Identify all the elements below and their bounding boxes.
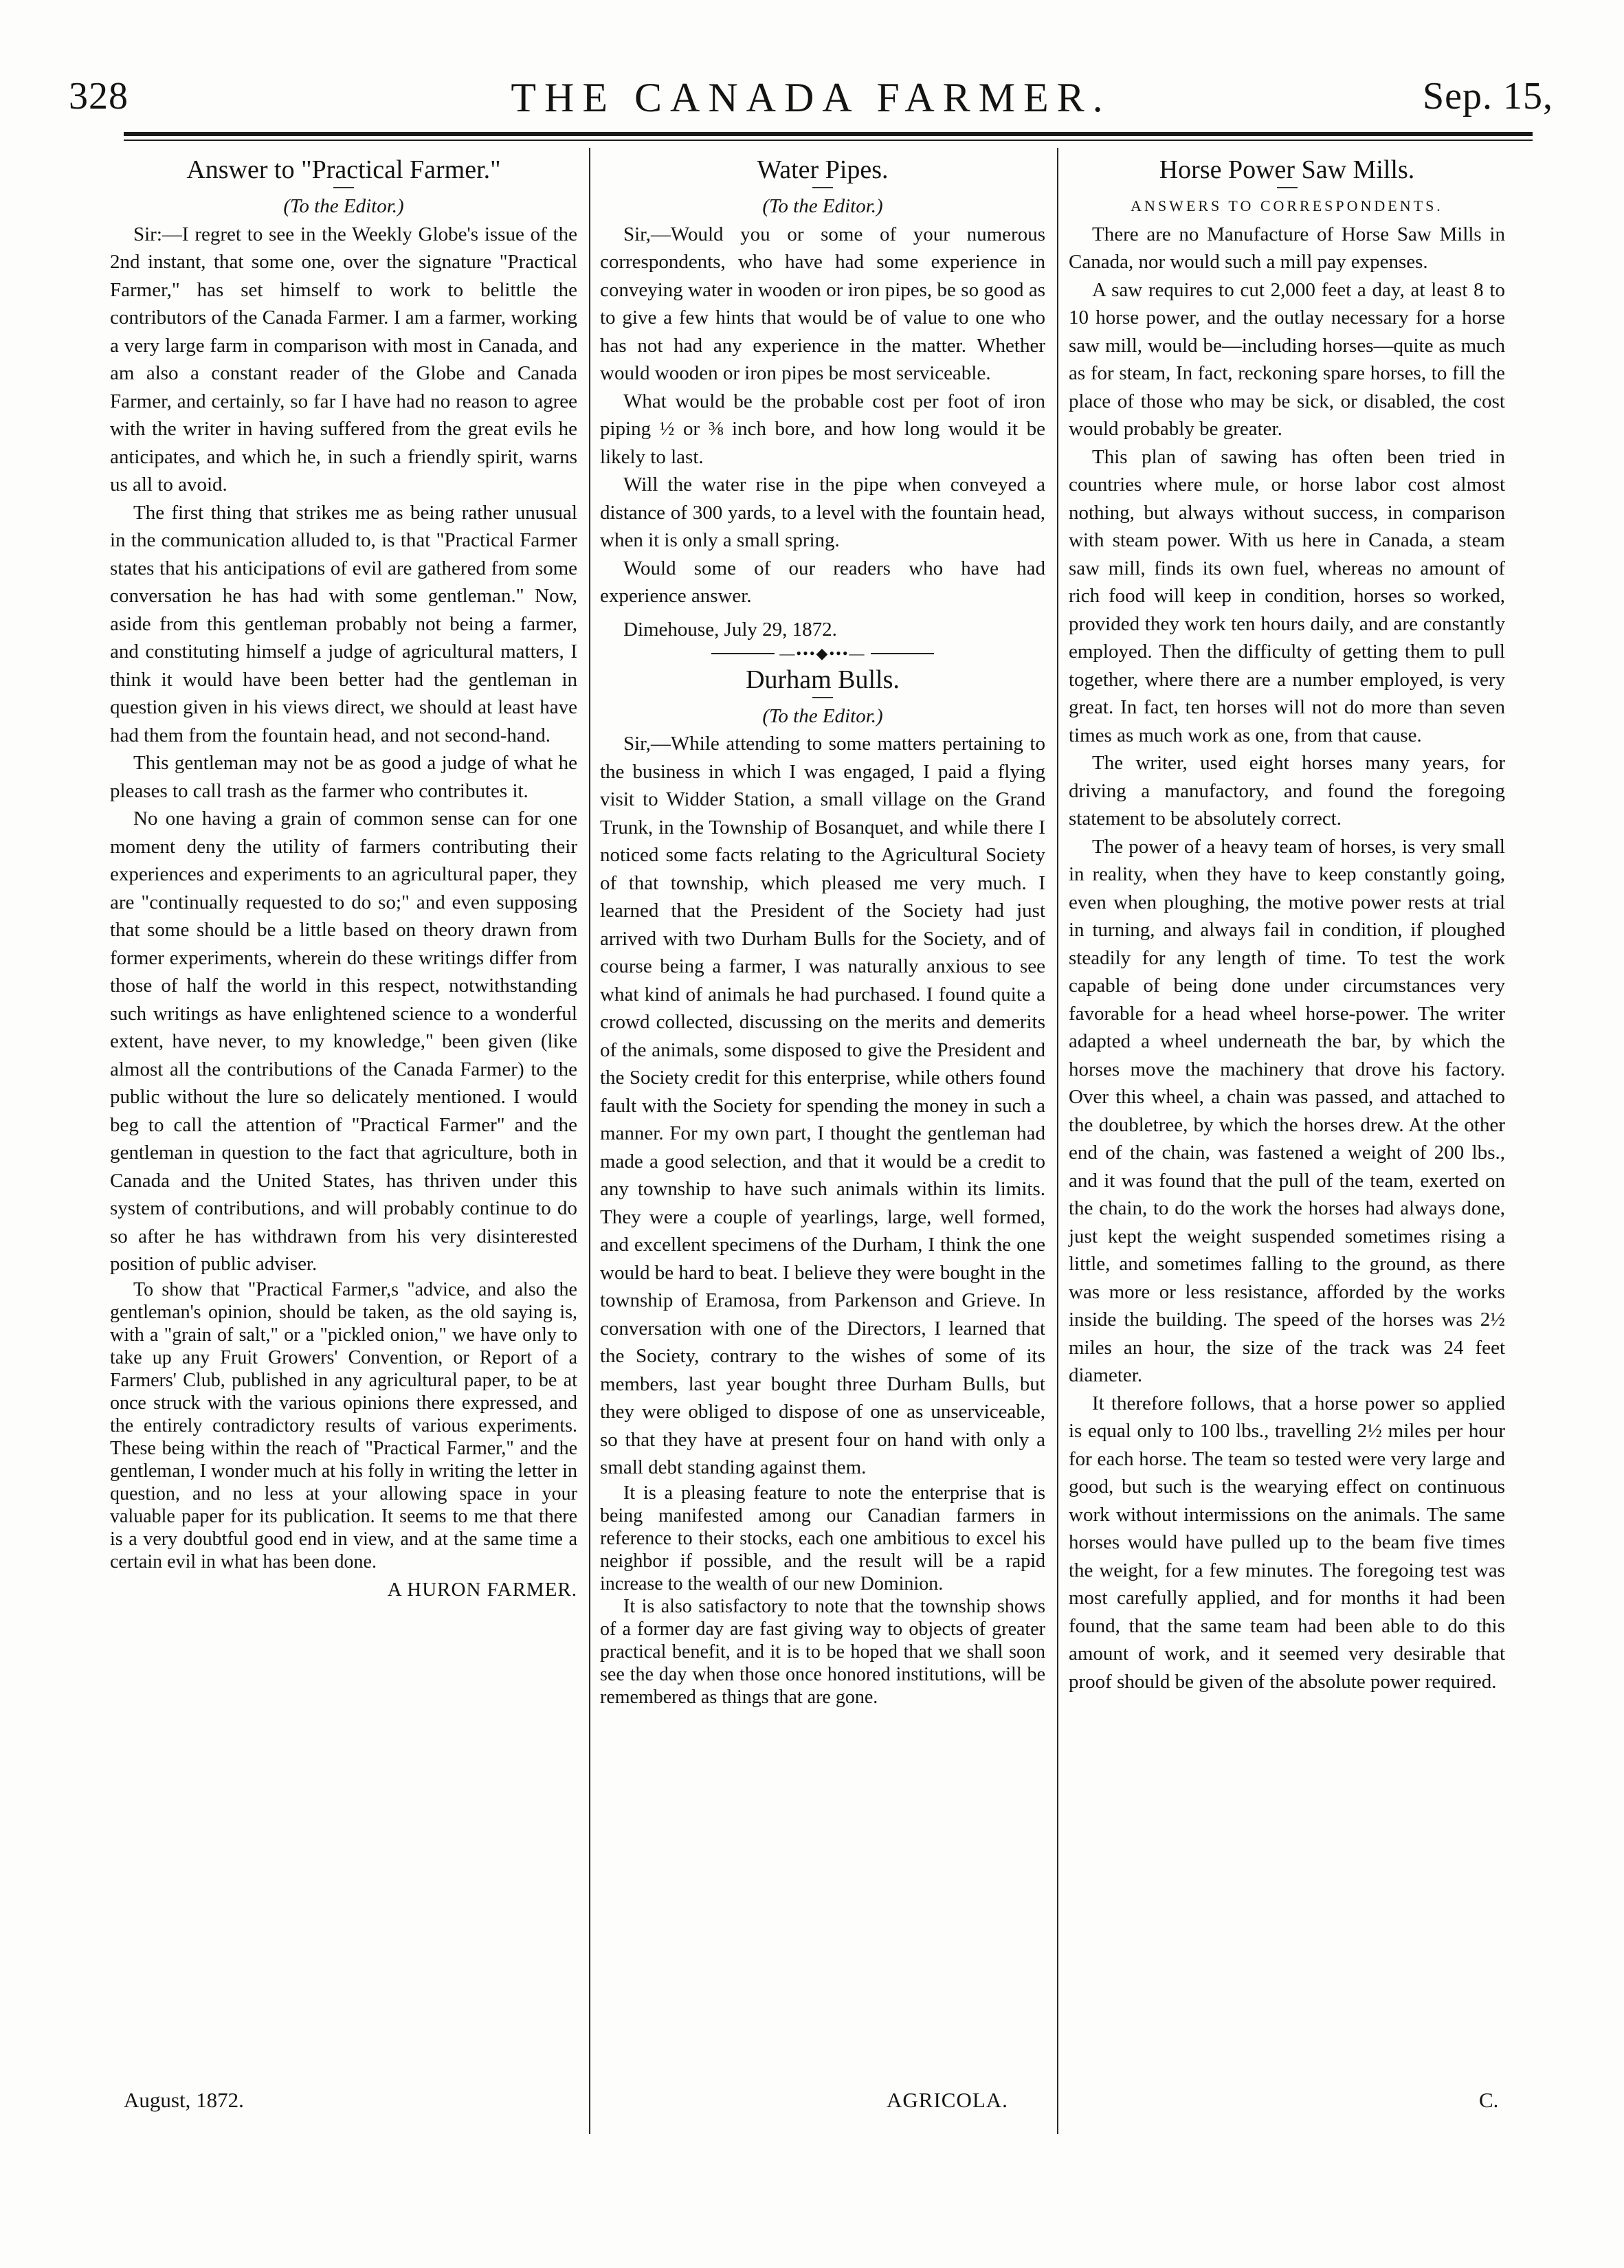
headline-bar bbox=[333, 187, 354, 188]
paragraph: Will the water rise in the pipe when conveyed a distance of 300 yards, to a level with the fountain head, when it is only a small spring. bbox=[600, 474, 1045, 551]
section-ornament bbox=[600, 643, 1045, 663]
column-horse-power-saw-mills bbox=[1069, 153, 1505, 1696]
article-subhead: ANSWERS TO CORRESPONDENTS. bbox=[1131, 197, 1443, 214]
masthead bbox=[69, 74, 1553, 137]
column-divider bbox=[1057, 148, 1058, 2134]
small-print-block bbox=[110, 1278, 577, 1573]
ornament-line bbox=[711, 653, 775, 654]
signature: C. bbox=[1479, 2088, 1499, 2112]
dateline: August, 1872. bbox=[124, 2088, 244, 2112]
paragraph: To show that "Practical Farmer,s "advice, and also the gentleman's opinion, should be taken, as the old saying is, with a "grain of salt," or a "pickled onion," we have only to take up any Fruit Growers' Convention, or Report of a Farmers' Club, published in any agricultural paper, to be at once struck with the various opinions there expressed, and the entirely contradictory results of various experiments. These being within the reach of "Practical Farmer," and the gentleman, I wonder much at his folly in writing the letter in question, and no less at your allowing space in your valuable paper for its publication. It seems to me that there is a very doubtful good end in view, and at the same time a certain evil in what has been done. bbox=[110, 1278, 577, 1572]
paragraph: The first thing that strikes me as being rather unusual in the communication alluded to, is that "Practical Farmer states that his anticipations of evil are gathered from some conversation he has had with some gentleman." Now, aside from this gentleman probably not being a farmer, and constituting himself a judge of agricultural matters, I think it would have been better had the gentleman in question given in his views direct, we should at least have had them from the fountain head, and not second-hand. bbox=[110, 501, 577, 746]
paragraph: Would some of our readers who have had experience answer. bbox=[600, 557, 1045, 607]
column-water-pipes-durham-bulls bbox=[600, 153, 1045, 1709]
paragraph: Sir,—Would you or some of your numerous correspondents, who have had some experience in conveying water in wooden or iron pipes, be so good as to give a few hints that would be of value to one who has not had any experience in the matter. Whether would wooden or iron pipes be most serviceable. bbox=[600, 223, 1045, 384]
paragraph: A saw requires to cut 2,000 feet a day, at least 8 to 10 horse power, and the outlay necessary for a horse saw mill, would be—including horses—quite as much as for steam, In fact, reckoning spare horses, to fill the place of those who may be sick, or disabled, the cost would probably be greater. bbox=[1069, 278, 1505, 440]
article-headline: Horse Power Saw Mills. bbox=[1159, 155, 1415, 184]
dateline: Dimehouse, July 29, 1872. bbox=[623, 618, 837, 641]
small-print-block bbox=[600, 1482, 1045, 1709]
editor-note: (To the Editor.) bbox=[283, 195, 404, 217]
signature: AGRICOLA. bbox=[887, 2088, 1008, 2112]
headline-bar bbox=[812, 187, 833, 188]
paragraph: This plan of sawing has often been tried in countries where mule, or horse labor cost almost nothing, but always without success, in comparison with steam power. With us here in Canada, a steam saw mill, finds its own fuel, whereas no amount of rich food will keep in condition, horses so worked, provided they work ten hours daily, and are constantly employed. Then the difficulty of getting them to pull together, where there are a number employed, is very great. In fact, ten horses will not do more than seven times as much work as one, from that cause. bbox=[1069, 445, 1505, 746]
issue-date: Sep. 15, bbox=[1423, 75, 1553, 118]
signature: A HURON FARMER. bbox=[387, 1578, 577, 1601]
paragraph: It is a pleasing feature to note the enterprise that is being manifested among our Canadian farmers in reference to their stocks, each one ambitious to excel his neighbor if possible, and the result will be a rapid increase to the wealth of our new Dominion. bbox=[600, 1482, 1045, 1594]
article-headline: Answer to "Practical Farmer." bbox=[186, 155, 501, 184]
ornament-glyph: —•••◆•••— bbox=[779, 644, 866, 662]
page-number: 328 bbox=[69, 75, 129, 118]
headline-bar bbox=[812, 697, 833, 698]
column-divider bbox=[589, 148, 590, 2134]
paragraph: What would be the probable cost per foot of iron piping ½ or ⅜ inch bore, and how long would it be likely to last. bbox=[600, 390, 1045, 468]
article-headline: Durham Bulls. bbox=[746, 665, 900, 694]
paragraph: No one having a grain of common sense can for one moment deny the utility of farmers contributing their experiences and experiments to an agricultural paper, they are "continually requested to do so;" and even supposing that some should be a little based on theory drawn from former experiments, wherein do these writings differ from those of half the world in this respect, notwithstanding such writings as have enlightened science to a wonderful extent, have never, to my knowledge," been given (like almost all the contributions of the Canada Farmer) to the public without the lure so delicately mentioned. I would beg to call the attention of "Practical Farmer" and the gentleman in question to the fact that agriculture, both in Canada and the United States, has thriven under this system of contributions, and will probably continue to do so after he has withdrawn from his very disinterested position of public adviser. bbox=[110, 808, 577, 1275]
paragraph: Sir,—While attending to some matters pertaining to the business in which I was engaged, I paid a flying visit to Widder Station, a small village on the Grand Trunk, in the Township of Bosanquet, and while there I noticed some facts relating to the Agricultural Society of that township, which pleased me very much. I learned that the President of the Society had just arrived with two Durham Bulls for the Society, and of course being a farmer, I was naturally anxious to see what kind of animals he had purchased. I found quite a crowd collected, discussing on the merits and demerits of the animals, some disposed to give the President and the Society credit for this enterprise, while others found fault with the Society for spending the money in such a manner. For my own part, I thought the gentleman had made a good selection, and that it would be a credit to any township to have such animals within its limits. They were a couple of yearlings, large, well formed, and excellent specimens of the Durham, I think the one would be hard to beat. I believe they were bought in the township of Eramosa, from Parkenson and Grieve. In conversation with one of the Directors, I learned that the Society, contrary to the wishes of some of its members, last year bought three Durham Bulls, but they were obliged to dispose of one as unserviceable, so that they have at present four on hand with only a small debt standing against them. bbox=[600, 733, 1045, 1479]
ornament-line bbox=[871, 653, 934, 654]
journal-title: THE CANADA FARMER. bbox=[511, 75, 1111, 120]
paragraph: It is also satisfactory to note that the township shows of a former day are fast giving way to objects of greater practical benefit, and it is to be hoped that we shall soon see the day when those once honored institutions, will be remembered as things that are gone. bbox=[600, 1595, 1045, 1708]
paragraph: Sir:—I regret to see in the Weekly Globe's issue of the 2nd instant, that some one, over the signature "Practical Farmer," has set himself to work to belittle the contributors of the Canada Farmer. I am a farmer, working a very large farm in comparison with most in Canada, and am also a constant reader of the Globe and Canada Farmer, and certainly, so far I have had no reason to agree with the writer in having suffered from the great evils he anticipates, and which he, in such a friendly spirit, warns us all to avoid. bbox=[110, 223, 577, 496]
signature-row bbox=[110, 1576, 577, 1606]
article-headline: Water Pipes. bbox=[757, 155, 889, 184]
paragraph: The writer, used eight horses many years, for driving a manufactory, and found the foregoing statement to be absolutely correct. bbox=[1069, 752, 1505, 830]
masthead-rule-thin bbox=[124, 140, 1533, 141]
paragraph: It therefore follows, that a horse power so applied is equal only to 100 lbs., travelling 2½ miles per hour for each horse. The team so tested were very large and good, but such is the wearying effect on continuous work without intermissions on the animals. The same horses would have pulled up to the beam five times the weight, for a few minutes. The foregoing test was most carefully applied, and for months it had been found, that the same team had been able to do this amount of work, and it seemed very desirable that proof should be given of the absolute power required. bbox=[1069, 1392, 1505, 1693]
editor-note: (To the Editor.) bbox=[762, 195, 883, 217]
column-answer-to-practical-farmer bbox=[110, 153, 577, 1606]
headline-bar bbox=[1277, 187, 1298, 188]
paragraph: This gentleman may not be as good a judge of what he pleases to call trash as the farmer who contributes it. bbox=[110, 752, 577, 802]
paragraph: There are no Manufacture of Horse Saw Mills in Canada, nor would such a mill pay expenses. bbox=[1069, 223, 1505, 273]
masthead-rule bbox=[124, 132, 1533, 136]
paragraph: The power of a heavy team of horses, is very small in reality, when they have to keep constantly going, even when ploughing, the motive power rests at trial in turning, and always fail in condition, if ploughed steadily for any length of time. To test the work capable of being done under circumstances very favorable for a head wheel horse-power. The writer adapted a wheel underneath the bar, by which the horses move the machinery that drove his factory. Over this wheel, a chain was passed, and attached to the doubletree, by which the horses drew. At the other end of the chain, was fastened a weight of 200 lbs., and it was found that the pull of the team, exerted on the chain, to do the work the horses had always done, just kept the weight suspended sometimes rising a little, and sometimes falling to the ground, as there was more or less resistance, afforded by the works inside the building. The speed of the horses was 2½ miles an hour, the size of the track was 24 feet diameter. bbox=[1069, 835, 1505, 1386]
editor-note: (To the Editor.) bbox=[762, 704, 883, 727]
